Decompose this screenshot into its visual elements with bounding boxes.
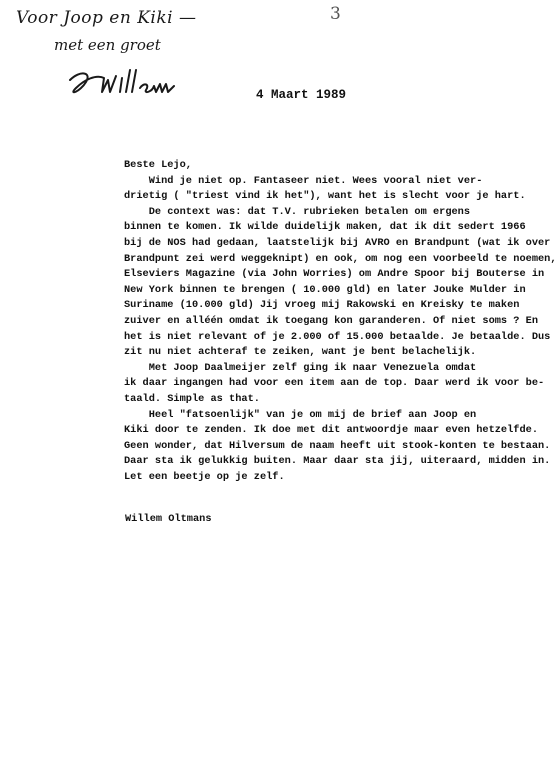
body-line: Geen wonder, dat Hilversum de naam heeft uit stook-konten te bestaan. <box>124 439 551 452</box>
closing-signature-name: Willem Oltmans <box>125 513 212 525</box>
body-line: Brandpunt zei werd weggeknipt) en ook, om nog een voorbeeld te noemen, <box>124 252 557 265</box>
handwritten-dedication-line-2: met een groet <box>54 36 161 54</box>
letter-body <box>124 158 557 485</box>
body-line: het is niet relevant of je 2.000 of 15.000 betaalde. Je betaalde. Dus <box>124 330 551 343</box>
body-line: Elseviers Magazine (via John Worries) om Andre Spoor bij Bouterse in <box>124 268 545 281</box>
body-line: Daar sta ik gelukkig buiten. Maar daar sta jij, uiteraard, midden in. <box>124 455 551 468</box>
body-line: Let een beetje op je zelf. <box>124 470 285 483</box>
handwritten-corner-mark: 3 <box>330 4 341 24</box>
body-line: Met Joop Daalmeijer zelf ging ik naar Venezuela omdat <box>124 361 477 374</box>
body-line: Kiki door te zenden. Ik doe met dit antwoordje maar even hetzelfde. <box>124 424 539 437</box>
body-line: zuiver en alléén omdat ik toegang kon garanderen. Of niet soms ? En <box>124 314 539 327</box>
body-line: Suriname (10.000 gld) Jij vroeg mij Rakowski en Kreisky te maken <box>124 299 520 312</box>
body-line: zit nu niet achteraf te zeiken, want je bent belachelijk. <box>124 346 477 359</box>
letter-date: 4 Maart 1989 <box>256 88 347 102</box>
salutation: Beste Lejo, <box>124 159 192 171</box>
handwritten-dedication-line-1: Voor Joop en Kiki — <box>16 8 197 28</box>
body-line: ik daar ingangen had voor een item aan de top. Daar werd ik voor be- <box>124 377 545 390</box>
body-line: De context was: dat T.V. rubrieken betalen om ergens <box>124 205 471 218</box>
body-line: Wind je niet op. Fantaseer niet. Wees vooral niet ver- <box>124 174 483 187</box>
handwritten-signature <box>66 66 186 102</box>
body-line: Heel "fatsoenlijk" van je om mij de brief aan Joop en <box>124 408 477 421</box>
body-line: New York binnen te brengen ( 10.000 gld) en later Jouke Mulder in <box>124 283 526 296</box>
body-line: drietig ( "triest vind ik het"), want het is slecht voor je hart. <box>124 190 526 203</box>
body-line: binnen te komen. Ik wilde duidelijk maken, dat ik dit sedert 1966 <box>124 221 526 234</box>
body-line: taald. Simple as that. <box>124 392 260 405</box>
body-line: bij de NOS had gedaan, laatstelijk bij AVRO en Brandpunt (wat ik over <box>124 236 551 249</box>
